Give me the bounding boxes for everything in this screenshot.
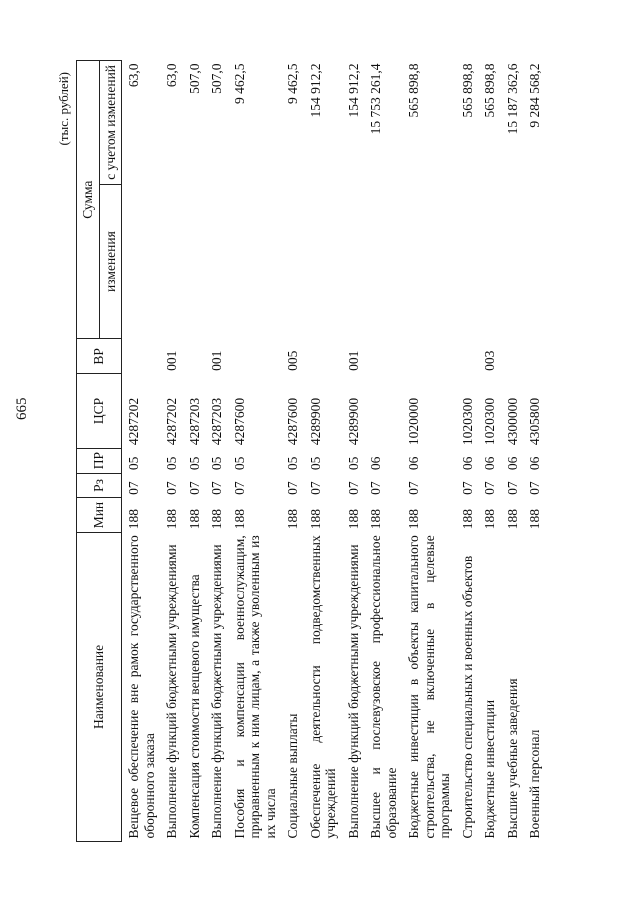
row-rz: 07 bbox=[231, 481, 247, 495]
row-csr: 4287202 bbox=[126, 397, 142, 446]
row-name: Выполнение функций бюджетными учреждениями bbox=[164, 544, 180, 839]
header-changes: изменения bbox=[99, 184, 122, 339]
row-pr: 05 bbox=[164, 456, 180, 471]
row-changes bbox=[501, 184, 524, 339]
row-pr: 05 bbox=[209, 456, 225, 471]
row-min: 188 bbox=[527, 509, 543, 530]
row-total: 9 284 568,2 bbox=[527, 63, 543, 128]
row-changes bbox=[228, 184, 282, 339]
row-vr bbox=[402, 339, 456, 374]
row-changes bbox=[122, 184, 161, 339]
table-row bbox=[501, 61, 524, 842]
table-row bbox=[523, 61, 546, 842]
row-csr: 1020300 bbox=[482, 397, 498, 446]
row-name: Военный персонал bbox=[527, 729, 543, 839]
row-min: 188 bbox=[209, 509, 225, 530]
row-pr: 05 bbox=[307, 456, 323, 471]
row-changes bbox=[304, 184, 342, 339]
row-vr: 001 bbox=[209, 350, 225, 371]
row-total: 565 898,8 bbox=[406, 63, 422, 118]
row-csr: 4305800 bbox=[527, 397, 543, 446]
row-vr bbox=[364, 339, 402, 374]
row-vr: 001 bbox=[345, 350, 361, 371]
row-rz: 07 bbox=[368, 481, 384, 495]
header-total: с учетом изменений bbox=[99, 61, 122, 185]
row-rz: 07 bbox=[307, 481, 323, 495]
row-csr: 1020000 bbox=[406, 397, 422, 446]
units-label: (тыс. рублей) bbox=[56, 72, 71, 146]
table-row bbox=[122, 61, 161, 842]
row-vr bbox=[456, 339, 479, 374]
row-changes bbox=[160, 184, 183, 339]
row-total: 9 462,5 bbox=[285, 63, 301, 104]
row-name: Высшие учебные заведения bbox=[504, 678, 520, 839]
row-vr bbox=[183, 339, 206, 374]
row-total: 565 898,8 bbox=[482, 63, 498, 118]
row-pr: 06 bbox=[406, 456, 422, 471]
table-row bbox=[402, 61, 456, 842]
row-min: 188 bbox=[368, 509, 384, 530]
row-pr: 05 bbox=[186, 456, 202, 471]
row-min: 188 bbox=[345, 509, 361, 530]
row-csr: 1020300 bbox=[459, 397, 475, 446]
row-rz: 07 bbox=[164, 481, 180, 495]
row-name: Социальные выплаты bbox=[285, 713, 301, 839]
row-changes bbox=[364, 184, 402, 339]
row-rz: 07 bbox=[504, 481, 520, 495]
row-min: 188 bbox=[482, 509, 498, 530]
table-row bbox=[205, 61, 228, 842]
row-pr: 06 bbox=[368, 456, 384, 471]
header-sum: Сумма bbox=[77, 61, 100, 339]
row-csr: 4287600 bbox=[231, 397, 247, 446]
row-csr: 4300000 bbox=[504, 397, 520, 446]
header-csr: ЦСР bbox=[77, 374, 122, 448]
row-changes bbox=[402, 184, 456, 339]
row-name: Бюджетные инвестиции bbox=[482, 699, 498, 839]
row-rz: 07 bbox=[126, 481, 142, 495]
row-csr: 4287202 bbox=[164, 397, 180, 446]
row-name: Пособия и компенсации военнослужащим, приравненным к ним лицам, а также уволенным из их числа bbox=[231, 535, 278, 839]
row-rz: 07 bbox=[209, 481, 225, 495]
row-csr: 4287203 bbox=[186, 397, 202, 446]
row-changes bbox=[478, 184, 501, 339]
row-name: Высшее и послевузовское профессиональное образование bbox=[368, 535, 399, 839]
row-total: 507,0 bbox=[209, 63, 225, 94]
row-name: Бюджетные инвестиции в объекты капитального строительства, не включенные в целевые программы bbox=[406, 535, 453, 839]
row-changes bbox=[205, 184, 228, 339]
row-pr: 05 bbox=[126, 456, 142, 471]
row-name: Компенсация стоимости вещевого имущества bbox=[186, 574, 202, 839]
row-min: 188 bbox=[186, 509, 202, 530]
row-min: 188 bbox=[459, 509, 475, 530]
table-row bbox=[364, 61, 402, 842]
row-name: Вещевое обеспечение вне рамок государственного оборонного заказа bbox=[126, 535, 157, 839]
row-csr: 4287203 bbox=[209, 397, 225, 446]
row-name: Выполнение функций бюджетными учреждениями bbox=[209, 544, 225, 839]
table-body bbox=[122, 61, 546, 842]
table-row bbox=[228, 61, 282, 842]
header-pr: ПР bbox=[77, 448, 122, 473]
row-name: Строительство специальных и военных объектов bbox=[459, 555, 475, 839]
row-vr bbox=[501, 339, 524, 374]
row-csr: 4287600 bbox=[285, 397, 301, 446]
row-vr: 003 bbox=[482, 350, 498, 371]
row-total: 154 912,2 bbox=[345, 63, 361, 118]
row-total: 565 898,8 bbox=[459, 63, 475, 118]
row-name: Выполнение функций бюджетными учреждениями bbox=[345, 544, 361, 839]
row-total: 63,0 bbox=[164, 63, 180, 88]
row-total: 507,0 bbox=[186, 63, 202, 94]
row-rz: 07 bbox=[482, 481, 498, 495]
row-rz: 07 bbox=[186, 481, 202, 495]
row-pr: 06 bbox=[527, 456, 543, 471]
row-vr bbox=[523, 339, 546, 374]
row-changes bbox=[281, 184, 304, 339]
row-pr: 06 bbox=[482, 456, 498, 471]
row-csr: 4289900 bbox=[307, 397, 323, 446]
row-min: 188 bbox=[126, 509, 142, 530]
row-changes bbox=[523, 184, 546, 339]
row-pr: 05 bbox=[285, 456, 301, 471]
row-total: 15 187 362,6 bbox=[504, 63, 520, 135]
budget-table bbox=[76, 60, 546, 842]
row-csr: 4289900 bbox=[345, 397, 361, 446]
row-min: 188 bbox=[285, 509, 301, 530]
row-pr: 06 bbox=[504, 456, 520, 471]
row-min: 188 bbox=[164, 509, 180, 530]
table-row bbox=[160, 61, 183, 842]
row-vr bbox=[304, 339, 342, 374]
header-rz: Рз bbox=[77, 473, 122, 498]
row-total: 154 912,2 bbox=[307, 63, 323, 118]
row-vr bbox=[122, 339, 161, 374]
row-rz: 07 bbox=[406, 481, 422, 495]
row-total: 15 753 261,4 bbox=[368, 63, 384, 135]
row-vr: 001 bbox=[164, 350, 180, 371]
table-row bbox=[281, 61, 304, 842]
row-name: Обеспечение деятельности подведомственных учреждений bbox=[307, 535, 339, 839]
row-csr bbox=[364, 374, 402, 448]
table-row bbox=[478, 61, 501, 842]
row-rz: 07 bbox=[527, 481, 543, 495]
header-vr: ВР bbox=[77, 339, 122, 374]
table-row bbox=[304, 61, 342, 842]
row-rz: 07 bbox=[459, 481, 475, 495]
table-row bbox=[183, 61, 206, 842]
row-rz: 07 bbox=[345, 481, 361, 495]
row-min: 188 bbox=[307, 509, 323, 530]
row-rz: 07 bbox=[285, 481, 301, 495]
header-min: Мин bbox=[77, 498, 122, 532]
row-min: 188 bbox=[231, 509, 247, 530]
row-total: 63,0 bbox=[126, 63, 142, 88]
table-row bbox=[456, 61, 479, 842]
row-pr: 05 bbox=[231, 456, 247, 471]
row-pr: 06 bbox=[459, 456, 475, 471]
table-row bbox=[342, 61, 365, 842]
row-changes bbox=[183, 184, 206, 339]
row-pr: 05 bbox=[345, 456, 361, 471]
row-vr: 005 bbox=[285, 350, 301, 371]
row-min: 188 bbox=[504, 509, 520, 530]
row-min: 188 bbox=[406, 509, 422, 530]
row-changes bbox=[342, 184, 365, 339]
row-total: 9 462,5 bbox=[231, 63, 247, 104]
row-vr bbox=[228, 339, 282, 374]
page-number: 665 bbox=[14, 397, 30, 420]
header-name: Наименование bbox=[77, 532, 122, 841]
row-changes bbox=[456, 184, 479, 339]
